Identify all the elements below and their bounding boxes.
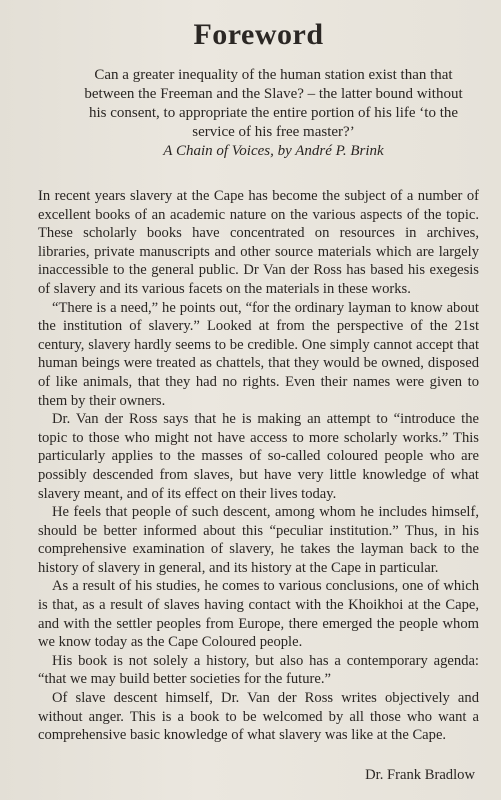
epigraph: [78, 66, 469, 161]
paragraph: In recent years slavery at the Cape has become the subject of a number of excellent books of an academic nature on the various aspects of the topic. These scholarly books have concentrated on resources in archives, libraries, private manuscripts and other source materials which are largely inaccessible to the general public. Dr Van der Ross has based his exegesis of slavery and its various facets on the materials in these works.: [38, 188, 479, 297]
foreword-body: [38, 187, 479, 745]
epigraph-source: A Chain of Voices, by André P. Brink: [163, 143, 384, 159]
paragraph: He feels that people of such descent, among whom he includes himself, should be better informed about this “peculiar institution.” Thus, in his comprehensive examination of slavery, he takes the layman back to the history of slavery in general, and its history at the Cape in particular.: [38, 504, 479, 576]
page-title: Foreword: [193, 18, 324, 51]
paragraph: “There is a need,” he points out, “for the ordinary layman to know about the institution of slavery.” Looked at from the perspective of the 21st century, slavery hardly seems to be credible. One simply cannot accept that human beings were treated as chattels, that they would be owned, disposed of like animals, that they had no rights. Even their names were given to them by their owners.: [38, 299, 479, 409]
paragraph: As a result of his studies, he comes to various conclusions, one of which is that, as a result of slaves having contact with the Khoikhoi at the Cape, and with the settler peoples from Europe, there emerged the people whom we know today as the Cape Coloured people.: [38, 578, 479, 651]
paragraph: Of slave descent himself, Dr. Van der Ross writes objectively and without anger. This is a book to be welcomed by all those who want a comprehensive basic knowledge of what slavery was like at the Cape.: [38, 690, 479, 744]
paragraph: His book is not solely a history, but also has a contemporary agenda: “that we may build better societies for the future.”: [38, 652, 479, 688]
epigraph-quote: Can a greater inequality of the human station exist than that between the Freeman and the Slave? – the latter bound without his consent, to appropriate the entire portion of his life ‘to the service of his free master?’: [84, 67, 463, 140]
signature: Dr. Frank Bradlow: [365, 767, 475, 783]
paragraph: Dr. Van der Ross says that he is making an attempt to “introduce the topic to those who might not have access to more scholarly works.” This particularly applies to the masses of so-called coloured people who are possibly descended from slaves, but have very little knowledge of what slavery meant, and of its effect on their lives today.: [38, 411, 479, 502]
